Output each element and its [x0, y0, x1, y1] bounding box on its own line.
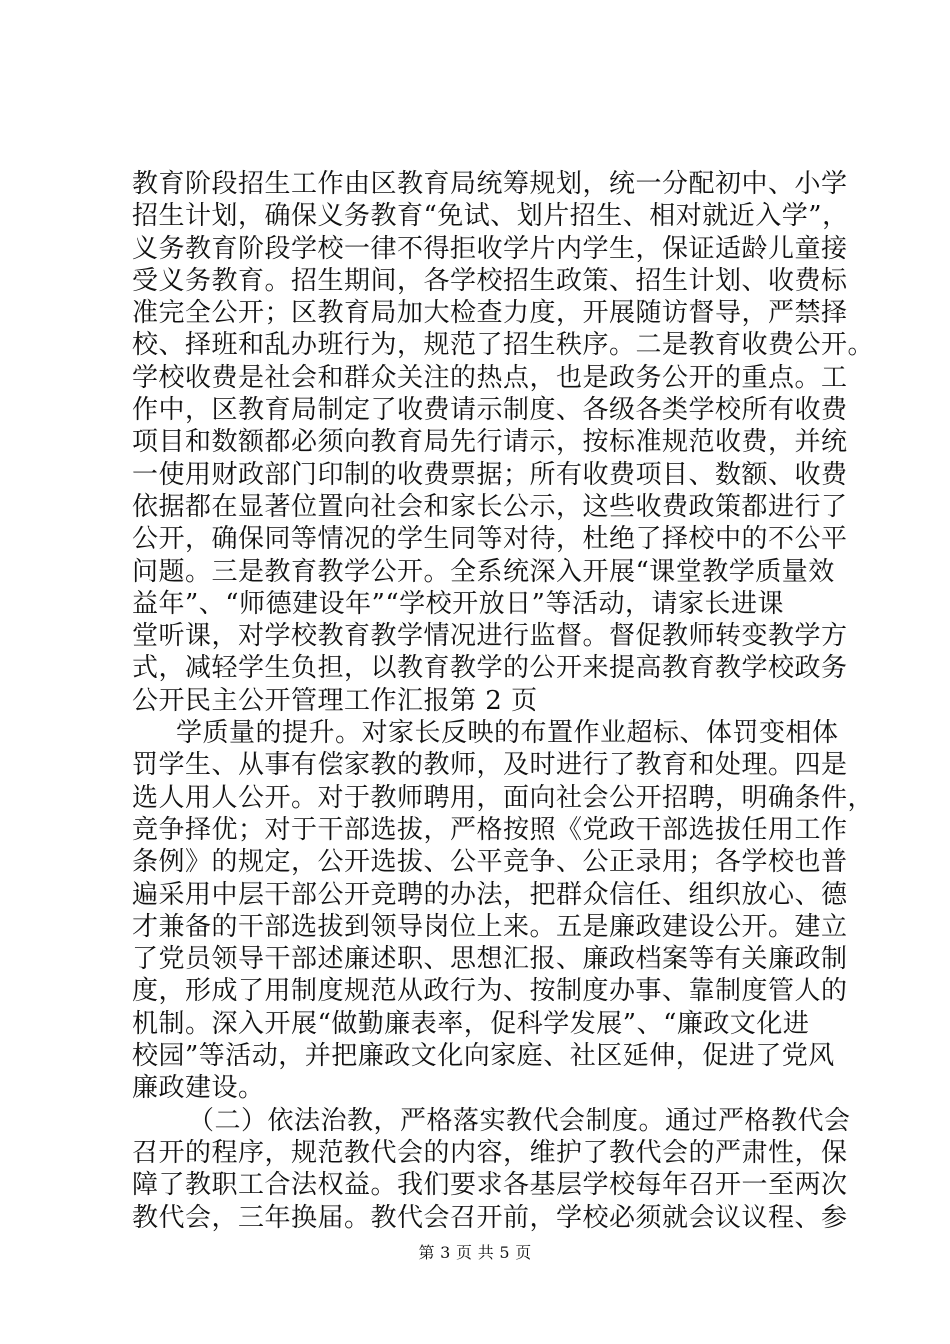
- text-line: 才兼备的干部选拔到领导岗位上来。五是廉政建设公开。建立: [132, 911, 848, 942]
- text-line: 度，形成了用制度规范从政行为、按制度办事、靠制度管人的: [132, 976, 848, 1007]
- text-line: 项目和数额都必须向教育局先行请示，按标准规范收费，并统: [132, 427, 848, 458]
- text-line: 机制。深入开展“做勤廉表率，促科学发展”、“廉政文化进: [132, 1008, 810, 1039]
- page-footer: 第 3 页 共 5 页: [418, 1243, 532, 1262]
- text-line: 益年”、“师德建设年”“学校开放日”等活动，请家长进课: [132, 588, 784, 619]
- text-line: 了党员领导干部述廉述职、思想汇报、廉政档案等有关廉政制: [132, 944, 848, 975]
- text-line: 遍采用中层干部公开竞聘的办法，把群众信任、组织放心、德: [132, 879, 848, 910]
- text-line: 罚学生、从事有偿家教的教师，及时进行了教育和处理。四是: [132, 750, 848, 781]
- text-line: 式，减轻学生负担，以教育教学的公开来提高教育教学校政务: [132, 653, 848, 684]
- text-line: 廉政建设。: [132, 1073, 265, 1104]
- text-line: 障了教职工合法权益。我们要求各基层学校每年召开一至两次: [132, 1170, 848, 1201]
- text-line: 教育阶段招生工作由区教育局统筹规划，统一分配初中、小学: [132, 169, 848, 199]
- text-line: 受义务教育。招生期间，各学校招生政策、招生计划、收费标: [132, 265, 848, 296]
- text-line: 问题。三是教育教学公开。全系统深入开展“课堂教学质量效: [132, 556, 835, 587]
- paragraph-start-line: （二）依法治教，严格落实教代会制度。通过严格教代会: [188, 1105, 851, 1136]
- text-line: 公开民主公开管理工作汇报第 2 页: [132, 685, 538, 716]
- text-line: 准完全公开；区教育局加大检查力度，开展随访督导，严禁择: [132, 298, 848, 329]
- text-line: 依据都在显著位置向社会和家长公示，这些收费政策都进行了: [132, 491, 848, 522]
- text-line: 招生计划，确保义务教育“免试、划片招生、相对就近入学”，: [132, 201, 849, 232]
- text-line: 教代会，三年换届。教代会召开前，学校必须就会议议程、参: [132, 1202, 848, 1233]
- text-line: 校、择班和乱办班行为，规范了招生秩序。二是教育收费公开。: [132, 330, 875, 361]
- text-line: 公开，确保同等情况的学生同等对待，杜绝了择校中的不公平: [132, 524, 848, 555]
- text-line: 召开的程序，规范教代会的内容，维护了教代会的严肃性，保: [132, 1137, 848, 1168]
- text-line: 义务教育阶段学校一律不得拒收学片内学生，保证适龄儿童接: [132, 233, 848, 264]
- text-line: 学校收费是社会和群众关注的热点，也是政务公开的重点。工: [132, 362, 848, 393]
- text-line: 选人用人公开。对于教师聘用，面向社会公开招聘，明确条件，: [132, 782, 875, 813]
- text-line: 竞争择优；对于干部选拔，严格按照《党政干部选拔任用工作: [132, 814, 848, 845]
- text-line: 条例》的规定，公开选拔、公平竞争、公正录用；各学校也普: [132, 847, 848, 878]
- text-line: 校园”等活动，并把廉政文化向家庭、社区延伸，促进了党风: [132, 1041, 835, 1072]
- paragraph-start-line: 学质量的提升。对家长反映的布置作业超标、体罚变相体: [176, 718, 839, 749]
- text-line: 堂听课，对学校教育教学情况进行监督。督促教师转变教学方: [132, 621, 848, 652]
- text-line: 作中，区教育局制定了收费请示制度、各级各类学校所有收费: [132, 395, 848, 426]
- text-line: 一使用财政部门印制的收费票据；所有收费项目、数额、收费: [132, 459, 848, 490]
- document-body: [132, 168, 875, 1234]
